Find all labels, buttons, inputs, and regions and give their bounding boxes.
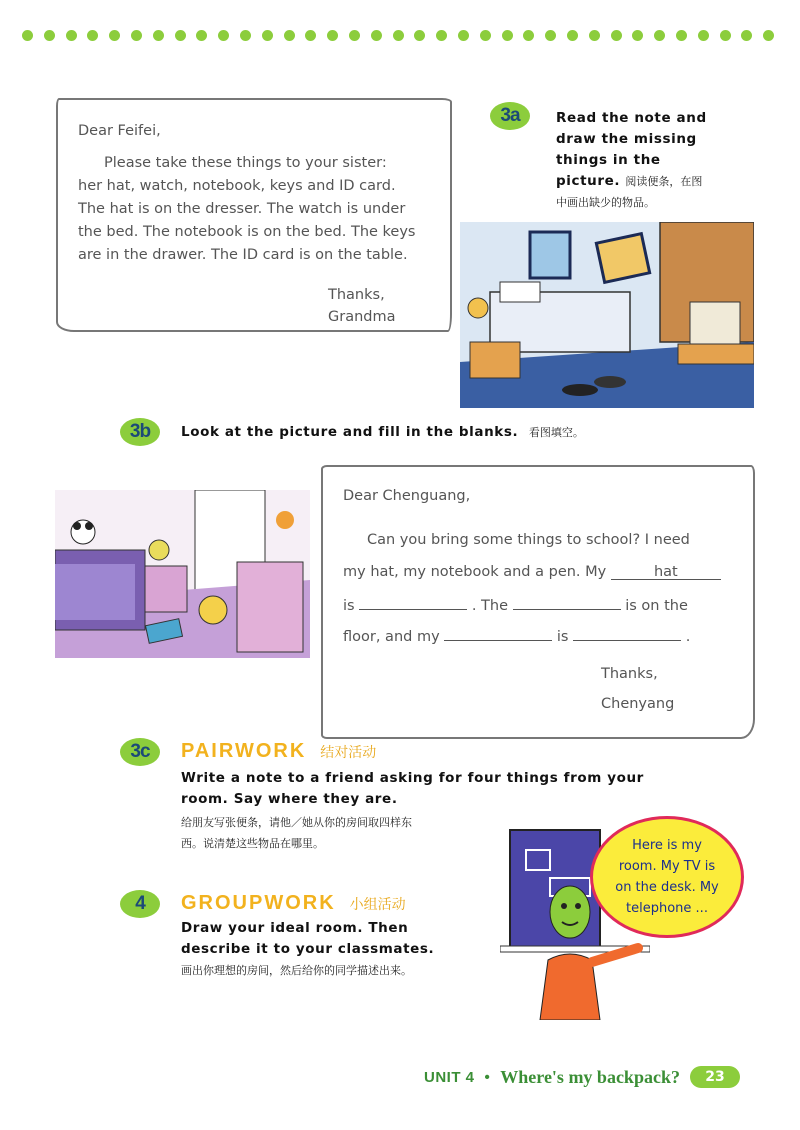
border-dot [196,30,207,41]
girls-room-picture [55,490,310,658]
footer-bullet: • [484,1068,491,1086]
note-line: her hat, watch, notebook, keys and ID card. [78,178,396,194]
exercise-3c-cn: 给朋友写张便条，请他／她从你的房间取四样东 西。说清楚这些物品在哪里。 [181,816,412,850]
fill-blank-3[interactable] [444,622,552,641]
border-dot [109,30,120,41]
speech-bubble: Here is my room. My TV is on the desk. My telephone ... [590,816,744,938]
border-dot [305,30,316,41]
note-line: Can you bring some things to school? I need [367,532,690,548]
note-line: is . The is on the [343,591,688,618]
fill-blank-1[interactable] [359,591,467,610]
border-dot [523,30,534,41]
exercise-badge-3b: 3b [120,418,160,446]
note-line: floor, and my is . [343,622,690,649]
border-dot [327,30,338,41]
exercise-3c-instruction: Write a note to a friend asking for four things from your room. Say where they are. [181,770,644,807]
note-signature: Grandma [328,309,396,325]
blank-filled-hat: hat [611,561,721,580]
unit-label: UNIT 4 [424,1068,475,1086]
border-dot [436,30,447,41]
border-dot [131,30,142,41]
border-dot [545,30,556,41]
exercise-3b-instruction: Look at the picture and fill in the blanks. 看图填空。 [181,424,584,440]
bedroom-picture [460,222,754,408]
border-dot [284,30,295,41]
border-dot [349,30,360,41]
page-footer [424,1066,740,1088]
note-greeting: Dear Feifei, [78,123,161,139]
border-dot [480,30,491,41]
note-line: The hat is on the dresser. The watch is under [78,201,406,217]
border-dot [218,30,229,41]
border-dot [44,30,55,41]
border-dot [414,30,425,41]
border-dot [567,30,578,41]
page-number: 23 [690,1066,740,1088]
border-dot [763,30,774,41]
border-dot [458,30,469,41]
exercise-4-instruction: Draw your ideal room. Then describe it to your classmates. [181,920,435,957]
border-dot [741,30,752,41]
groupwork-title: GROUPWORK 小组活动 [181,892,406,914]
note-closing: Thanks, [328,287,385,303]
exercise-3a-instruction: Read the note and draw the missing things in the picture. 阅读便条，在图 中画出缺少的物品。 [556,110,707,209]
border-dot [502,30,513,41]
note-line: Please take these things to your sister: [104,155,387,171]
note-line: my hat, my notebook and a pen. My hat [343,561,721,584]
exercise-badge-4: 4 [120,890,160,918]
fill-blank-2[interactable] [513,591,621,610]
border-dot [66,30,77,41]
note-to-feifei [56,98,452,332]
note-line: are in the drawer. The ID card is on the table. [78,247,408,263]
border-dot [698,30,709,41]
fill-blank-4[interactable] [573,622,681,641]
exercise-4-cn: 画出你理想的房间，然后给你的同学描述出来。 [181,964,412,977]
note-to-chenguang [321,465,755,739]
border-dot [240,30,251,41]
border-dot [153,30,164,41]
border-dot [676,30,687,41]
note-greeting: Dear Chenguang, [343,488,471,504]
border-dot [632,30,643,41]
note-signature: Chenyang [601,696,675,712]
exercise-badge-3c: 3c [120,738,160,766]
border-dot [589,30,600,41]
bedroom-illustration [460,222,754,408]
note-closing: Thanks, [601,666,658,682]
girls-room-illustration [55,490,310,658]
exercise-badge-3a: 3a [490,102,530,130]
border-dot [654,30,665,41]
border-dot [262,30,273,41]
unit-title: Where's my backpack? [500,1066,680,1087]
pairwork-title: PAIRWORK 结对活动 [181,740,377,762]
border-dot [611,30,622,41]
top-dot-border [22,30,782,44]
note-line: the bed. The notebook is on the bed. The keys [78,224,416,240]
border-dot [22,30,33,41]
border-dot [175,30,186,41]
border-dot [393,30,404,41]
border-dot [720,30,731,41]
border-dot [371,30,382,41]
border-dot [87,30,98,41]
